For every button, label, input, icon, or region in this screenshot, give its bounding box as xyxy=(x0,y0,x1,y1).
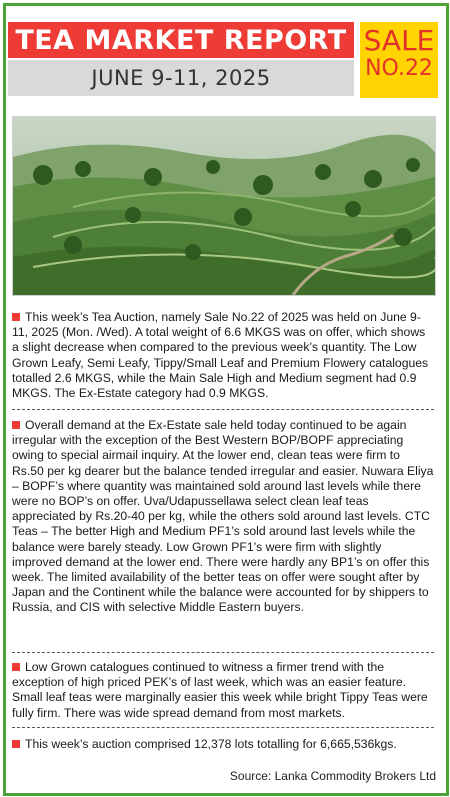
report-date: JUNE 9-11, 2025 xyxy=(8,60,354,96)
tea-plantation-photo xyxy=(12,116,436,296)
dashed-divider xyxy=(12,727,434,728)
sale-badge xyxy=(360,22,438,98)
paragraph-2-text: Overall demand at the Ex-Estate sale held today continued to be again irregular with the exception of the Best Western BOP/BOPF appreciating owing to special airmail inquiry. At the lower end, clean teas were firm to Rs.50 per kg dearer but the balance tended irregular and easier. Nuwara Eliya – BOPF’s where quantity was maintained sold around last levels while there were no BOP’s on offer. Uva/Udapussellawa select clean leaf teas appreciated by Rs.20-40 per kg, while the others sold around last levels. CTC Teas – The better High and Medium PF1’s sold around last levels while the balance were barely steady. Low Grown PF1’s were firm with slightly improved demand at the lower end. There were hardly any BP1’s on offer this week. The limited availability of the better teas on offer were sought after by Japan and the Continent while the balance were accounted for by shippers to Russia, and CIS with selective Middle Eastern buyers. xyxy=(12,418,434,615)
bullet-square-icon xyxy=(12,313,20,321)
tea-plantation-image xyxy=(13,117,435,295)
paragraph-4-text: This week’s auction comprised 12,378 lots totalling for 6,665,536kgs. xyxy=(25,737,397,751)
sale-number: NO.22 xyxy=(365,56,433,81)
dashed-divider xyxy=(12,652,434,653)
paragraph-4 xyxy=(12,737,434,752)
sale-label: SALE xyxy=(363,24,435,57)
dashed-divider xyxy=(12,409,434,410)
bullet-square-icon xyxy=(12,663,20,671)
paragraph-1-text: This week’s Tea Auction, namely Sale No.22 of 2025 was held on June 9-11, 2025 (Mon. /Wed). A total weight of 6.6 MKGS was on offer, which shows a slight decrease when compared to the previous week’s quantity. The Low Grown Leafy, Semi Leafy, Tippy/Small Leaf and Premium Flowery catalogues totalled 2.6 MKGS, while the Main Sale High and Medium segment had 0.9 MKGS. The Ex-Estate category had 0.9 MKGS. xyxy=(12,310,429,401)
paragraph-1 xyxy=(12,310,434,401)
paragraph-3-text: Low Grown catalogues continued to witness a firmer trend with the exception of high priced PEK’s of last week, which was an easier feature. Small leaf teas were marginally easier this week while bright Tippy Teas were fully firm. There was wide spread demand from most markets. xyxy=(12,660,428,720)
paragraph-3 xyxy=(12,660,434,721)
report-title: TEA MARKET REPORT xyxy=(8,22,354,58)
paragraph-2 xyxy=(12,418,434,616)
source-credit: Source: Lanka Commodity Brokers Ltd xyxy=(229,769,436,783)
bullet-square-icon xyxy=(12,740,20,748)
bullet-square-icon xyxy=(12,421,20,429)
